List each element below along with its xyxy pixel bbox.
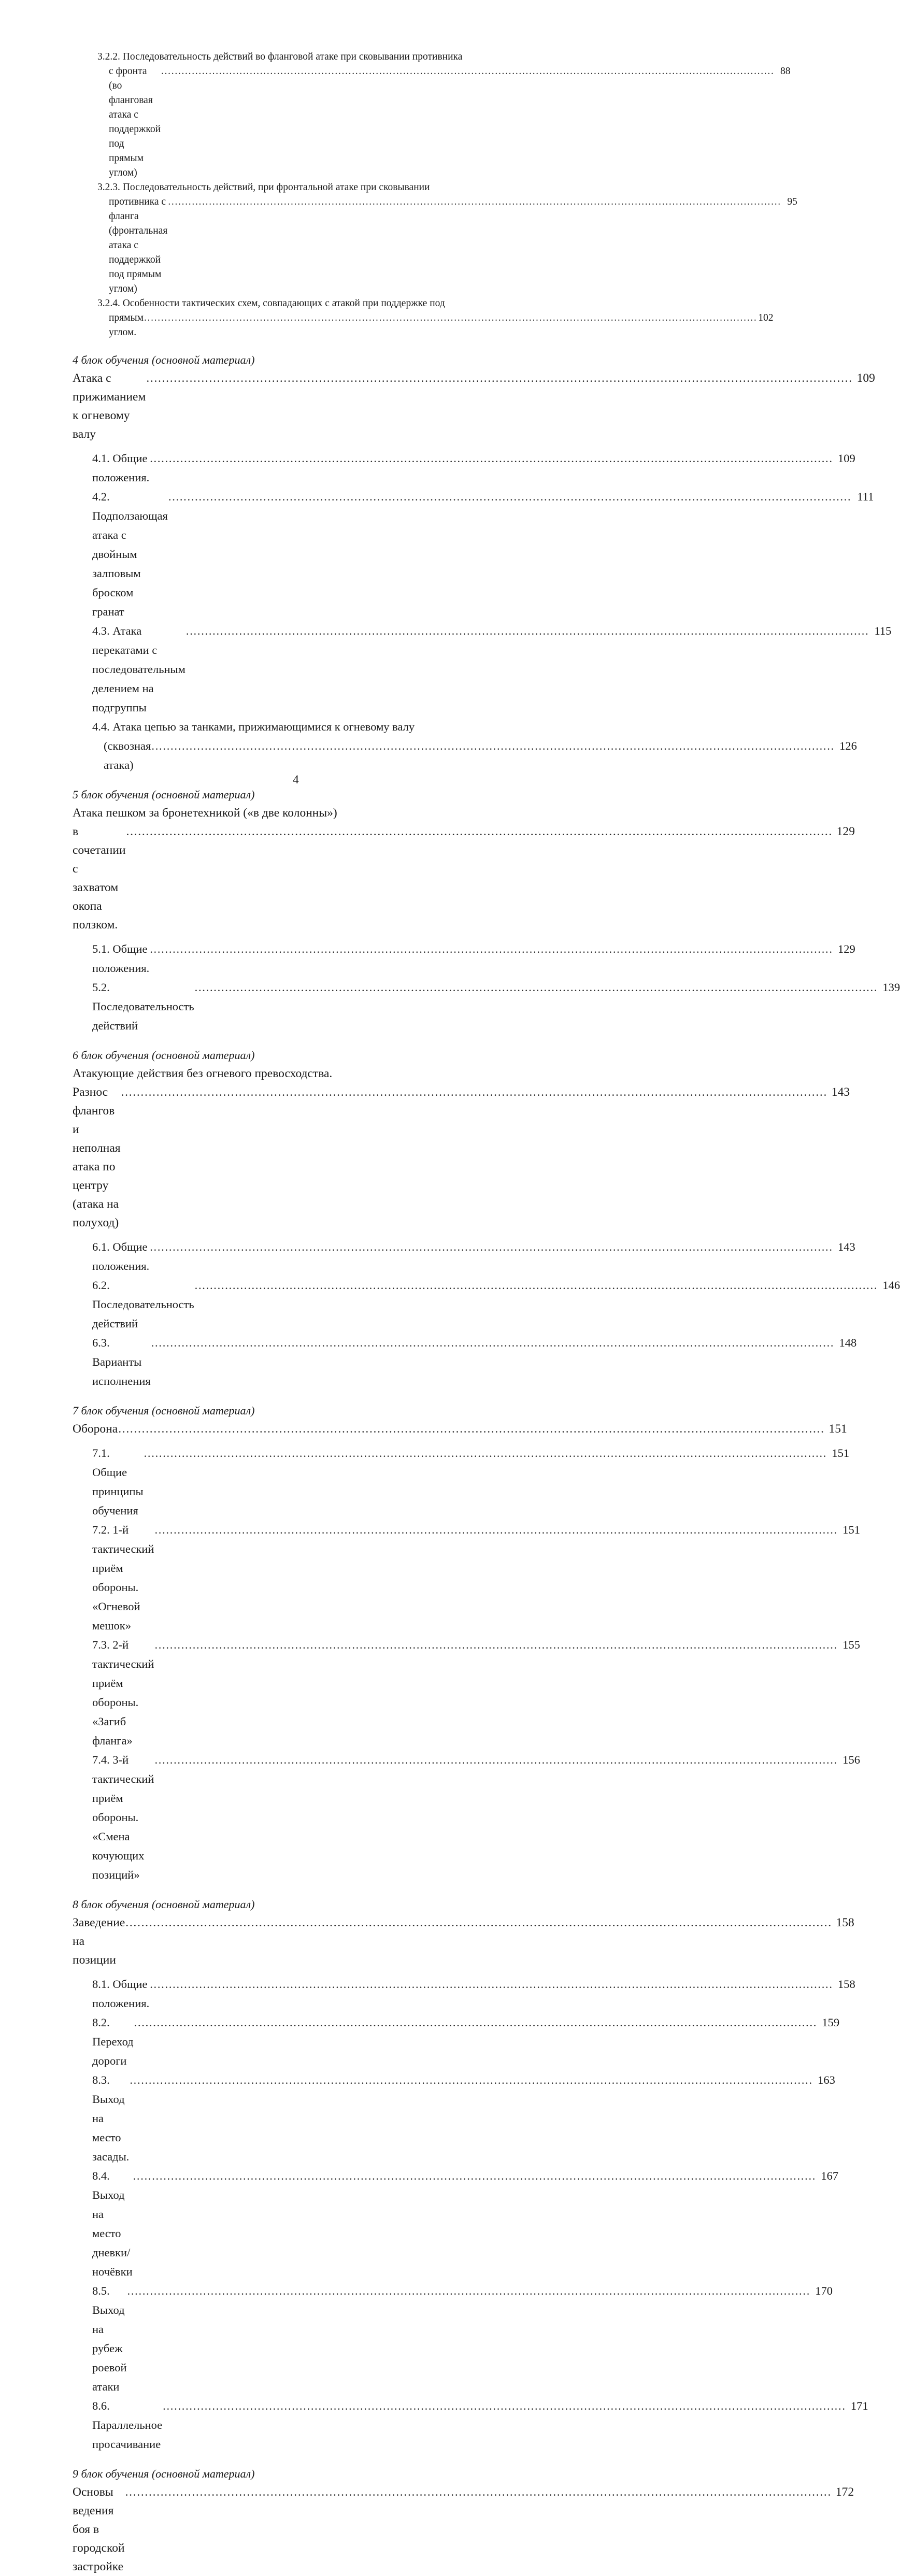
toc-page-number: 170: [815, 2284, 833, 2297]
toc-entry-line[interactable]: [0, 2013, 840, 2070]
toc-block-title-9: [0, 2483, 854, 2576]
toc-entry-line[interactable]: [0, 939, 855, 978]
toc-entry-line[interactable]: [0, 2166, 839, 2281]
toc-entry-line[interactable]: [0, 1520, 860, 1635]
toc-entry-label: 3.2.3. Последовательность действий, при фронтальной атаке при сковывании: [97, 182, 430, 193]
toc-entry-label: 6.3. Варианты исполнения: [92, 1336, 151, 1387]
toc-entry-label: Атакующие действия без огневого превосходства.: [73, 1067, 333, 1080]
toc-entry-label: 8.4. Выход на место дневки/ночёвки: [92, 2169, 133, 2278]
toc-page-number: 102: [758, 312, 774, 323]
toc-items-4: [0, 449, 892, 775]
toc-entry-line[interactable]: [0, 487, 874, 621]
toc-entry-label: 7.3. 2-й тактический приём обороны. «Загиб фланга»: [92, 1638, 158, 1747]
toc-entry-label: 7.4. 3-й тактический приём обороны. «Смена кочующих позиций»: [92, 1753, 158, 1881]
toc-entry-label: Атака пешком за бронетехникой («в две колонны»): [73, 806, 337, 820]
toc-entry-line[interactable]: [0, 1635, 860, 1750]
toc-entry-label: Заведение на позиции: [73, 1916, 128, 1967]
toc-entry-line[interactable]: [0, 736, 857, 775]
page-folio-number: 4: [293, 773, 299, 786]
toc-entry-label: 5.1. Общие положения.: [92, 942, 151, 975]
toc-entry-label: 3.2.4. Особенности тактических схем, совпадающих с атакой при поддержке под: [97, 298, 445, 309]
toc-page-number: 139: [882, 981, 900, 994]
toc-entry-line[interactable]: [0, 1064, 592, 1083]
block-heading-7: 7 блок обучения (основной материал): [73, 1404, 255, 1417]
toc-block-title-5: [0, 804, 855, 934]
toc-page-number: 151: [842, 1523, 860, 1536]
toc-page-number: 143: [837, 1240, 855, 1253]
leader-dots: [186, 621, 869, 640]
toc-entry-line[interactable]: [0, 2070, 835, 2166]
leader-dots: [168, 195, 781, 209]
toc-page-number: 167: [821, 2169, 839, 2182]
toc-entry-label-cont: с фронта (во фланговая атака с поддержкой под прямым углом): [109, 66, 163, 178]
leader-dots: [154, 1635, 838, 1654]
block-heading-8: 8 блок обучения (основной материал): [73, 1898, 255, 1911]
leader-dots: [150, 449, 833, 468]
toc-entry-line[interactable]: [0, 621, 892, 717]
toc-entry-label: 4.2. Подползающая атака с двойным залповым броском гранат: [92, 490, 171, 618]
toc-entry-line[interactable]: [0, 717, 592, 736]
leader-dots: [151, 736, 835, 755]
toc-entry-line[interactable]: [0, 1237, 855, 1276]
spacer: [0, 1969, 592, 1974]
leader-dots: [127, 2281, 811, 2300]
leader-dots: [125, 1913, 832, 1932]
toc-entry-label: 8.5. Выход на рубеж роевой атаки: [92, 2284, 130, 2393]
toc-entry-line[interactable]: [0, 195, 797, 296]
toc-block-title-8: [0, 1913, 854, 1969]
toc-entry-label: 4.1. Общие положения.: [92, 452, 151, 484]
toc-entry-line[interactable]: [0, 50, 592, 64]
toc-entry-label: 6.1. Общие положения.: [92, 1240, 151, 1272]
toc-page-number: 158: [837, 1978, 855, 1991]
toc-page-number: 111: [857, 490, 874, 503]
toc-entry-line[interactable]: [0, 2281, 833, 2396]
toc-entry-line[interactable]: [0, 1333, 857, 1391]
toc-entry-line[interactable]: [0, 296, 592, 311]
toc-items-5: [0, 939, 900, 1035]
toc-entry-label-cont: в сочетании с захватом окопа ползком.: [73, 825, 129, 932]
toc-page-number: 129: [836, 825, 855, 838]
leader-dots: [125, 2483, 832, 2501]
toc-entry-line[interactable]: [0, 1974, 855, 2013]
leader-dots: [150, 939, 833, 958]
leader-dots: [151, 1333, 835, 1352]
toc-entry-line[interactable]: [0, 804, 592, 822]
toc-block-title-6: [0, 1064, 850, 1232]
toc-entry-label: 3.2.2. Последовательность действий во фланговой атаке при сковывании противника: [97, 51, 463, 62]
leader-dots: [163, 2396, 846, 2415]
toc-page-number: 146: [882, 1279, 900, 1292]
toc-entry-label: 5.2. Последовательность действий: [92, 981, 197, 1032]
toc-page-number: 148: [839, 1336, 857, 1349]
toc-entry-label: 7.2. 1-й тактический приём обороны. «Огневой мешок»: [92, 1523, 158, 1632]
toc-page-number: 172: [835, 2485, 854, 2499]
toc-block-title-7: [0, 1420, 847, 1438]
toc-entry-label: Основы ведения боя в городской застройке: [73, 2485, 128, 2573]
toc-group-3-2: [0, 50, 797, 340]
toc-entry-line[interactable]: [0, 1276, 900, 1333]
toc-entry-line[interactable]: [0, 64, 791, 180]
spacer: [0, 934, 592, 939]
spacer: [0, 1232, 592, 1237]
spacer: [0, 1438, 592, 1443]
toc-entry-label: 8.6. Параллельное просачивание: [92, 2399, 165, 2451]
toc-entry-label: Атака с прижиманием к огневому валу: [73, 371, 149, 441]
toc-entry-line[interactable]: [0, 822, 855, 934]
toc-entry-line[interactable]: [0, 1083, 850, 1232]
toc-entry-label: 4.3. Атака перекатами с последовательным делением на подгруппы: [92, 624, 189, 714]
toc-entry-label: 8.2. Переход дороги: [92, 2016, 137, 2067]
leader-dots: [134, 2013, 818, 2032]
leader-dots: [168, 487, 852, 506]
toc-entry-line[interactable]: [0, 978, 900, 1035]
toc-entry-line[interactable]: [0, 449, 855, 487]
leader-dots: [150, 1974, 833, 1994]
toc-entry-line[interactable]: [0, 1443, 850, 1520]
toc-page-number: 151: [828, 1422, 847, 1436]
toc-page-number: 88: [780, 66, 791, 77]
toc-items-6: [0, 1237, 900, 1391]
toc-page-number: 129: [837, 942, 855, 955]
toc-entry-line[interactable]: [0, 1750, 860, 1884]
toc-entry-line[interactable]: [0, 369, 875, 443]
toc-items-8: [0, 1974, 868, 2454]
leader-dots: [133, 2166, 817, 2185]
leader-dots: [195, 978, 878, 997]
leader-dots: [130, 2070, 813, 2090]
spacer: [0, 443, 592, 449]
leader-dots: [161, 64, 775, 79]
toc-entry-line[interactable]: [0, 2396, 868, 2454]
toc-entry-line[interactable]: [0, 2483, 854, 2576]
leader-dots: [195, 1276, 878, 1295]
toc-entry-label: 4.4. Атака цепью за танками, прижимающимися к огневому валу: [92, 720, 415, 733]
toc-page-number: 143: [831, 1085, 850, 1099]
leader-dots: [146, 369, 853, 388]
leader-dots: [154, 1520, 838, 1539]
toc-entry-line[interactable]: [0, 1913, 854, 1969]
toc-entry-label-cont: прямым углом.: [109, 312, 146, 338]
toc-page-number: 159: [822, 2016, 840, 2029]
leader-dots: [126, 822, 833, 841]
toc-page-number: 155: [842, 1638, 860, 1651]
toc-entry-label: 8.3. Выход на место засады.: [92, 2073, 130, 2163]
block-heading-6: 6 блок обучения (основной материал): [73, 1049, 255, 1062]
block-heading-4: 4 блок обучения (основной материал): [73, 353, 255, 366]
toc-entry-label: Оборона: [73, 1422, 118, 1436]
toc-page-number: 109: [856, 371, 875, 385]
toc-entry-line[interactable]: [0, 1420, 847, 1438]
toc-page-number: 158: [836, 1916, 854, 1929]
toc-page-number: 95: [787, 196, 797, 207]
toc-entry-line[interactable]: [0, 180, 592, 195]
toc-page-number: 171: [850, 2399, 868, 2412]
toc-entry-label-cont: противника с фланга (фронтальная атака с поддержкой под прямым углом): [109, 196, 170, 294]
table-of-contents: [0, 50, 900, 2576]
leader-dots: [150, 1237, 833, 1256]
toc-entry-label: 6.2. Последовательность действий: [92, 1279, 197, 1330]
toc-items-7: [0, 1443, 860, 1884]
toc-page-number: 163: [818, 2073, 835, 2086]
leader-dots: [144, 311, 758, 325]
toc-page-number: 126: [839, 739, 857, 752]
toc-block-title-4: [0, 369, 875, 443]
block-heading-5: 5 блок обучения (основной материал): [73, 788, 255, 801]
toc-entry-label: 8.1. Общие положения.: [92, 1978, 151, 2010]
leader-dots: [154, 1750, 838, 1769]
toc-page-number: 115: [874, 624, 892, 637]
toc-entry-label: 7.1. Общие принципы обучения: [92, 1447, 147, 1517]
block-heading-9: 9 блок обучения (основной материал): [73, 2467, 255, 2480]
leader-dots: [144, 1443, 827, 1463]
toc-page-number: 109: [837, 452, 855, 465]
toc-page-number: 151: [832, 1447, 850, 1459]
toc-entry-line[interactable]: [0, 311, 774, 340]
leader-dots: [118, 1420, 825, 1438]
leader-dots: [121, 1083, 828, 1101]
toc-page-number: 156: [842, 1753, 860, 1766]
toc-entry-label-cont: (сквозная атака): [104, 739, 154, 771]
toc-entry-label-cont: Разнос флангов и неполная атака по центру (атака на полуход): [73, 1085, 124, 1229]
